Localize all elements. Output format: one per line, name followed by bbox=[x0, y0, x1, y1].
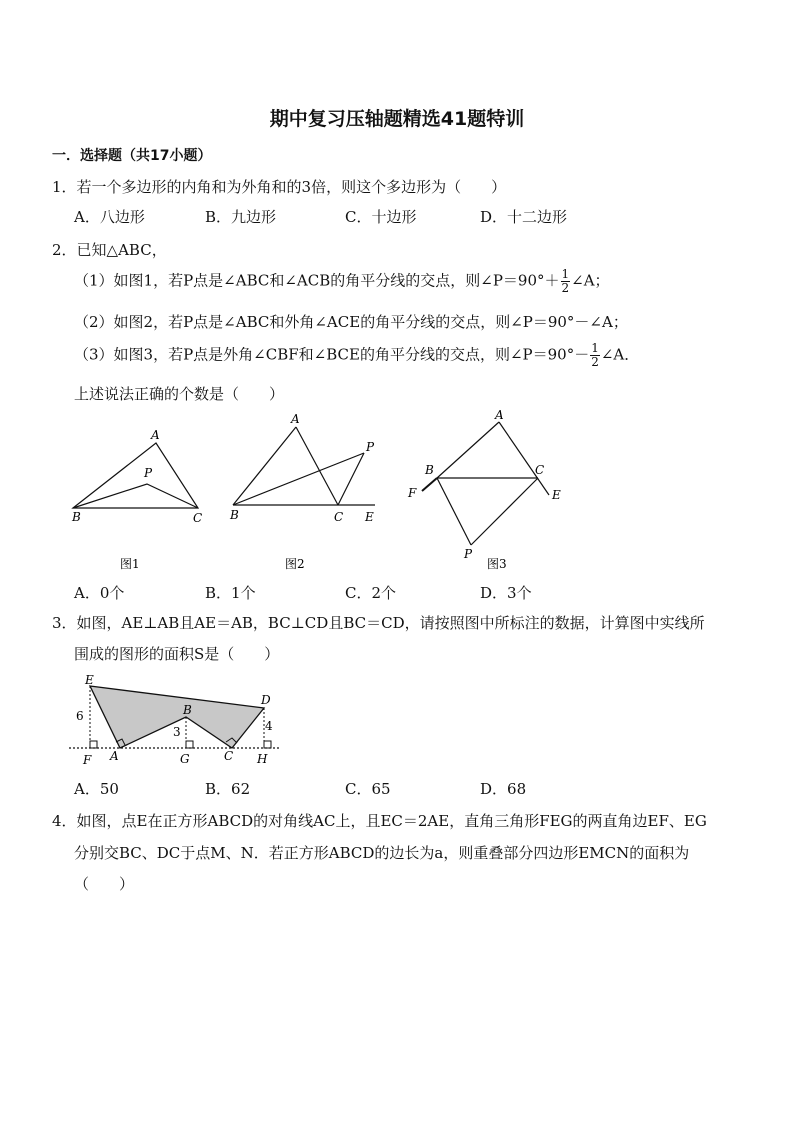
q2-statement-2: （2）如图2，若P点是∠ABC和外角∠ACE的角平分线的交点，则∠P＝90°－∠A； bbox=[74, 313, 628, 331]
q2-statement-1 bbox=[74, 268, 610, 295]
right-angle-f bbox=[90, 741, 97, 748]
label-b: B bbox=[183, 703, 192, 717]
q1-option-c[interactable]: C．十边形 bbox=[345, 208, 417, 226]
section-heading: 一．选择题（共17小题） bbox=[52, 148, 212, 164]
label-a-fig2: A bbox=[291, 412, 300, 426]
bisectors-1 bbox=[73, 484, 198, 508]
label-c-fig1: C bbox=[193, 511, 203, 525]
q4-text-line2: 分别交BC、DC于点M、N．若正方形ABCD的边长为a，则重叠部分四边形EMCN的面积为 bbox=[74, 844, 690, 862]
length-4: 4 bbox=[265, 719, 273, 733]
label-a-fig1: A bbox=[151, 428, 160, 442]
label-e-fig3: E bbox=[552, 488, 561, 502]
label-f-fig3: F bbox=[408, 486, 417, 500]
label-e: E bbox=[85, 673, 94, 687]
q2-option-a[interactable]: A．0个 bbox=[74, 584, 125, 602]
q2-s3-text: （3）如图3，若P点是外角∠CBF和∠BCE的角平分线的交点，则∠P＝90°－ bbox=[74, 345, 590, 364]
q4-text-line1: 4．如图，点E在正方形ABCD的对角线AC上，且EC＝2AE，直角三角形FEG的两直角边EF、EG bbox=[52, 812, 707, 830]
q2-s1-tail: ∠A； bbox=[571, 271, 610, 290]
label-p-fig1: P bbox=[144, 466, 153, 480]
fraction-half: $\frac{1}{2}$ bbox=[561, 267, 570, 295]
label-g: G bbox=[180, 752, 190, 766]
q2-s3-tail: ∠A． bbox=[600, 345, 640, 364]
triangle-abc-1 bbox=[73, 443, 198, 508]
q2-option-b[interactable]: B．1个 bbox=[205, 584, 256, 602]
label-c-fig3: C bbox=[535, 463, 545, 477]
label-e-fig2: E bbox=[365, 510, 374, 524]
q1-option-b[interactable]: B．九边形 bbox=[205, 208, 277, 226]
q2-statement-3 bbox=[74, 342, 639, 369]
label-b-fig1: B bbox=[72, 510, 81, 524]
label-f: F bbox=[83, 753, 92, 767]
q2-s1-text: （1）如图1，若P点是∠ABC和∠ACB的角平分线的交点，则∠P＝90°＋ bbox=[74, 271, 560, 290]
q1-option-d[interactable]: D．十二边形 bbox=[480, 208, 568, 226]
q4-text-line3: （ ） bbox=[74, 875, 135, 893]
q1-text: 1．若一个多边形的内角和为外角和的3倍，则这个多边形为（ ） bbox=[52, 178, 507, 196]
label-d: D bbox=[261, 693, 271, 707]
label-c: C bbox=[224, 749, 234, 763]
q2-question: 上述说法正确的个数是（ ） bbox=[74, 385, 285, 403]
figure-2-caption: 图2 bbox=[285, 557, 305, 571]
q3-option-c[interactable]: C．65 bbox=[345, 780, 391, 798]
q2-stem: 2．已知△ABC， bbox=[52, 241, 167, 259]
label-b-fig3: B bbox=[425, 463, 434, 477]
q1-option-a[interactable]: A．八边形 bbox=[74, 208, 145, 226]
right-angle-h bbox=[264, 741, 271, 748]
label-c-fig2: C bbox=[334, 510, 344, 524]
q3-figure bbox=[64, 672, 286, 772]
q3-text-line2: 围成的图形的面积S是（ ） bbox=[74, 645, 280, 663]
label-p-fig2: P bbox=[366, 440, 375, 454]
length-3: 3 bbox=[173, 725, 181, 739]
figure-3-caption: 图3 bbox=[487, 557, 507, 571]
figure-1-caption: 图1 bbox=[120, 557, 140, 571]
figure-1 bbox=[73, 443, 198, 508]
figure-2 bbox=[233, 427, 375, 505]
figure-3 bbox=[422, 422, 549, 545]
label-a: A bbox=[110, 749, 119, 763]
label-a-fig3: A bbox=[495, 408, 504, 422]
page-title: 期中复习压轴题精选41题特训 bbox=[269, 108, 525, 130]
label-h: H bbox=[257, 752, 268, 766]
q3-text-line1: 3．如图，AE⊥AB且AE＝AB，BC⊥CD且BC＝CD，请按照图中所标注的数据，计算图中实线所 bbox=[52, 614, 705, 632]
right-angle-g bbox=[186, 741, 193, 748]
q2-option-c[interactable]: C．2个 bbox=[345, 584, 397, 602]
label-p-fig3: P bbox=[464, 547, 473, 561]
q3-option-a[interactable]: A．50 bbox=[74, 780, 119, 798]
fraction-half: $\frac{1}{2}$ bbox=[591, 341, 599, 369]
length-6: 6 bbox=[76, 709, 84, 723]
label-b-fig2: B bbox=[230, 508, 239, 522]
q3-option-d[interactable]: D．68 bbox=[480, 780, 527, 798]
q3-option-b[interactable]: B．62 bbox=[205, 780, 251, 798]
q2-figures bbox=[60, 405, 580, 575]
q2-option-d[interactable]: D．3个 bbox=[480, 584, 532, 602]
